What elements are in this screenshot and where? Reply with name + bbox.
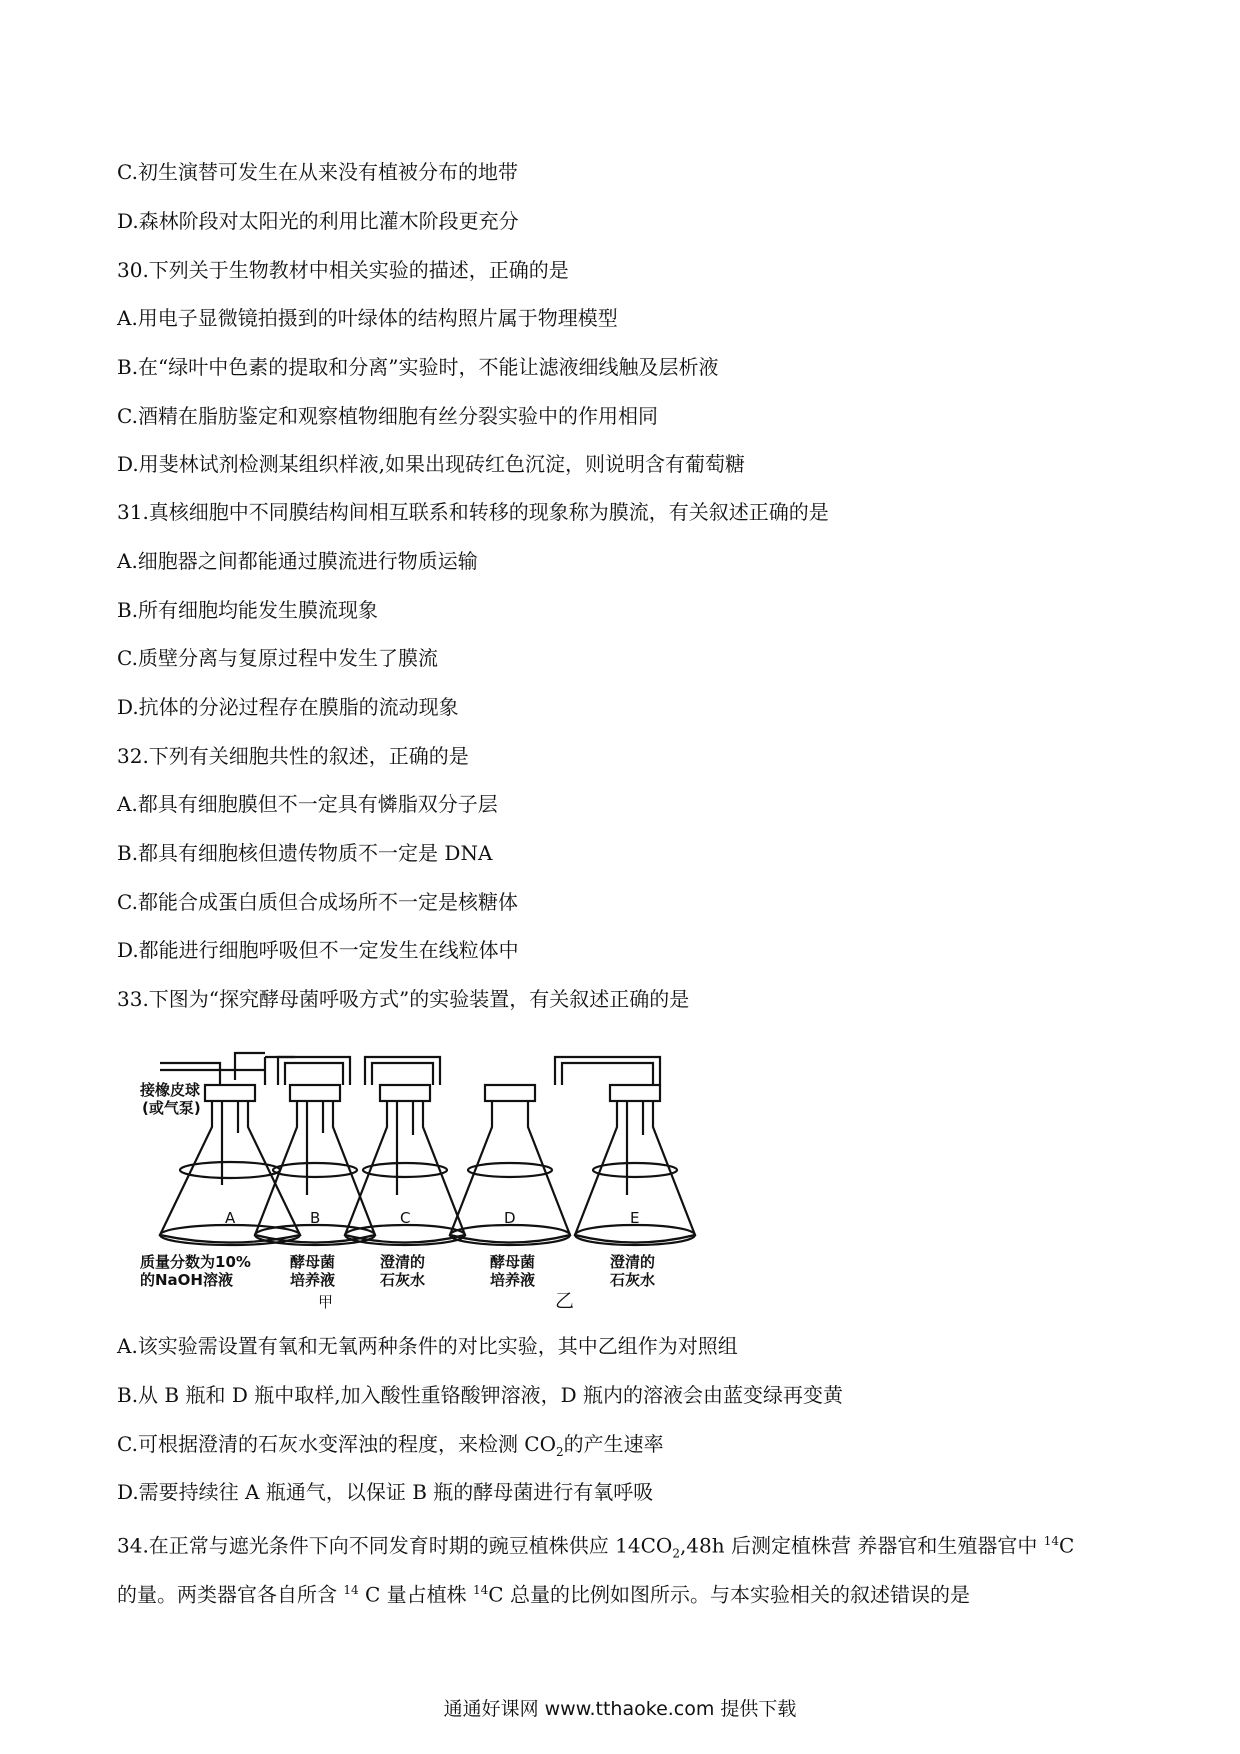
text-run: 的量。两类器官各自所含 — [117, 1582, 344, 1607]
question-30: 30.下列关于生物教材中相关实验的描述，正确的是 — [117, 258, 569, 282]
pump-label: 接橡皮球 — [140, 1081, 201, 1099]
tube — [278, 1057, 350, 1085]
caption-e: 澄清的 — [610, 1253, 656, 1271]
option-text: C.都能合成蛋白质但合成场所不一定是核糖体 — [117, 890, 518, 914]
caption-e: 石灰水 — [610, 1271, 656, 1289]
caption-b: 培养液 — [290, 1271, 336, 1289]
text-run: 34.在正常与遮光条件下向不同发育时期的豌豆植株供应 14CO — [117, 1533, 673, 1558]
flask-letter: C — [400, 1209, 411, 1227]
caption-b: 酵母菌 — [290, 1253, 336, 1271]
apparatus-diagram — [140, 1045, 720, 1315]
footer-credit: 通通好课网 www.tthaoke.com 提供下载 — [443, 1698, 797, 1720]
flask-letter: D — [504, 1209, 516, 1227]
text-run: C.可根据澄清的石灰水变浑浊的程度，来检测 CO — [117, 1432, 557, 1456]
option-text: D.需要持续往 A 瓶通气，以保证 B 瓶的酵母菌进行有氧呼吸 — [117, 1480, 654, 1504]
apparatus-figure — [140, 1045, 720, 1315]
question-31: 31.真核细胞中不同膜结构间相互联系和转移的现象称为膜流，有关叙述正确的是 — [117, 500, 829, 524]
option-text: B.从 B 瓶和 D 瓶中取样,加入酸性重铬酸钾溶液，D 瓶内的溶液会由蓝变绿再变黄 — [117, 1383, 843, 1407]
option-text: B.所有细胞均能发生膜流现象 — [117, 598, 379, 622]
question-34 — [117, 1529, 1074, 1566]
pump-label: (或气泵) — [142, 1099, 201, 1117]
option-text: D.抗体的分泌过程存在膜脂的流动现象 — [117, 695, 459, 719]
caption-c: 石灰水 — [380, 1271, 426, 1289]
group-label-yi: 乙 — [555, 1290, 575, 1312]
option-text: A.该实验需设置有氧和无氧两种条件的对比实验，其中乙组作为对照组 — [117, 1334, 738, 1358]
caption-a: 质量分数为10% — [140, 1253, 251, 1271]
option-text: A.用电子显微镜拍摄到的叶绿体的结构照片属于物理模型 — [117, 306, 618, 330]
option-text: D.森林阶段对太阳光的利用比灌木阶段更充分 — [117, 209, 519, 233]
question-34-continued — [117, 1578, 970, 1607]
subscript: 2 — [672, 1546, 680, 1561]
option-text: D.都能进行细胞呼吸但不一定发生在线粒体中 — [117, 938, 519, 962]
option-text: B.都具有细胞核但遗传物质不一定是 DNA — [117, 841, 493, 865]
caption-a: 的NaOH溶液 — [140, 1271, 233, 1289]
text-run: C 总量的比例如图所示。与本实验相关的叙述错误的是 — [488, 1582, 970, 1607]
question-33: 33.下图为“探究酵母菌呼吸方式”的实验装置，有关叙述正确的是 — [117, 987, 690, 1011]
tube — [555, 1057, 660, 1085]
text-run: 的产生速率 — [563, 1432, 664, 1456]
superscript: 14 — [343, 1583, 359, 1597]
superscript: 14 — [1043, 1534, 1059, 1548]
flask-letter: B — [310, 1209, 321, 1227]
option-text — [117, 1432, 664, 1464]
option-text: B.在“绿叶中色素的提取和分离”实验时，不能让滤液细线触及层析液 — [117, 355, 719, 379]
group-label-jia: 甲 — [318, 1293, 334, 1311]
caption-d: 培养液 — [490, 1271, 536, 1289]
text-run: ,48h 后测定植株营 养器官和生殖器官中 — [679, 1533, 1044, 1558]
text-run: C 量占植株 — [358, 1582, 474, 1607]
option-text: C.酒精在脂肪鉴定和观察植物细胞有丝分裂实验中的作用相同 — [117, 404, 658, 428]
option-text: D.用斐林试剂检测某组织样液,如果出现砖红色沉淀，则说明含有葡萄糖 — [117, 452, 746, 476]
subscript: 2 — [556, 1445, 564, 1459]
option-text: A.细胞器之间都能通过膜流进行物质运输 — [117, 549, 478, 573]
caption-d: 酵母菌 — [490, 1253, 536, 1271]
flask-letter: A — [225, 1209, 236, 1227]
question-32: 32.下列有关细胞共性的叙述，正确的是 — [117, 744, 469, 768]
flask-letter: E — [630, 1209, 640, 1227]
tube — [365, 1057, 440, 1085]
caption-c: 澄清的 — [380, 1253, 426, 1271]
superscript: 14 — [473, 1583, 489, 1597]
option-text: A.都具有细胞膜但不一定具有憐脂双分子层 — [117, 792, 498, 816]
option-text: C.初生演替可发生在从来没有植被分布的地带 — [117, 160, 518, 184]
text-run: C — [1059, 1533, 1075, 1558]
option-text: C.质壁分离与复原过程中发生了膜流 — [117, 646, 438, 670]
